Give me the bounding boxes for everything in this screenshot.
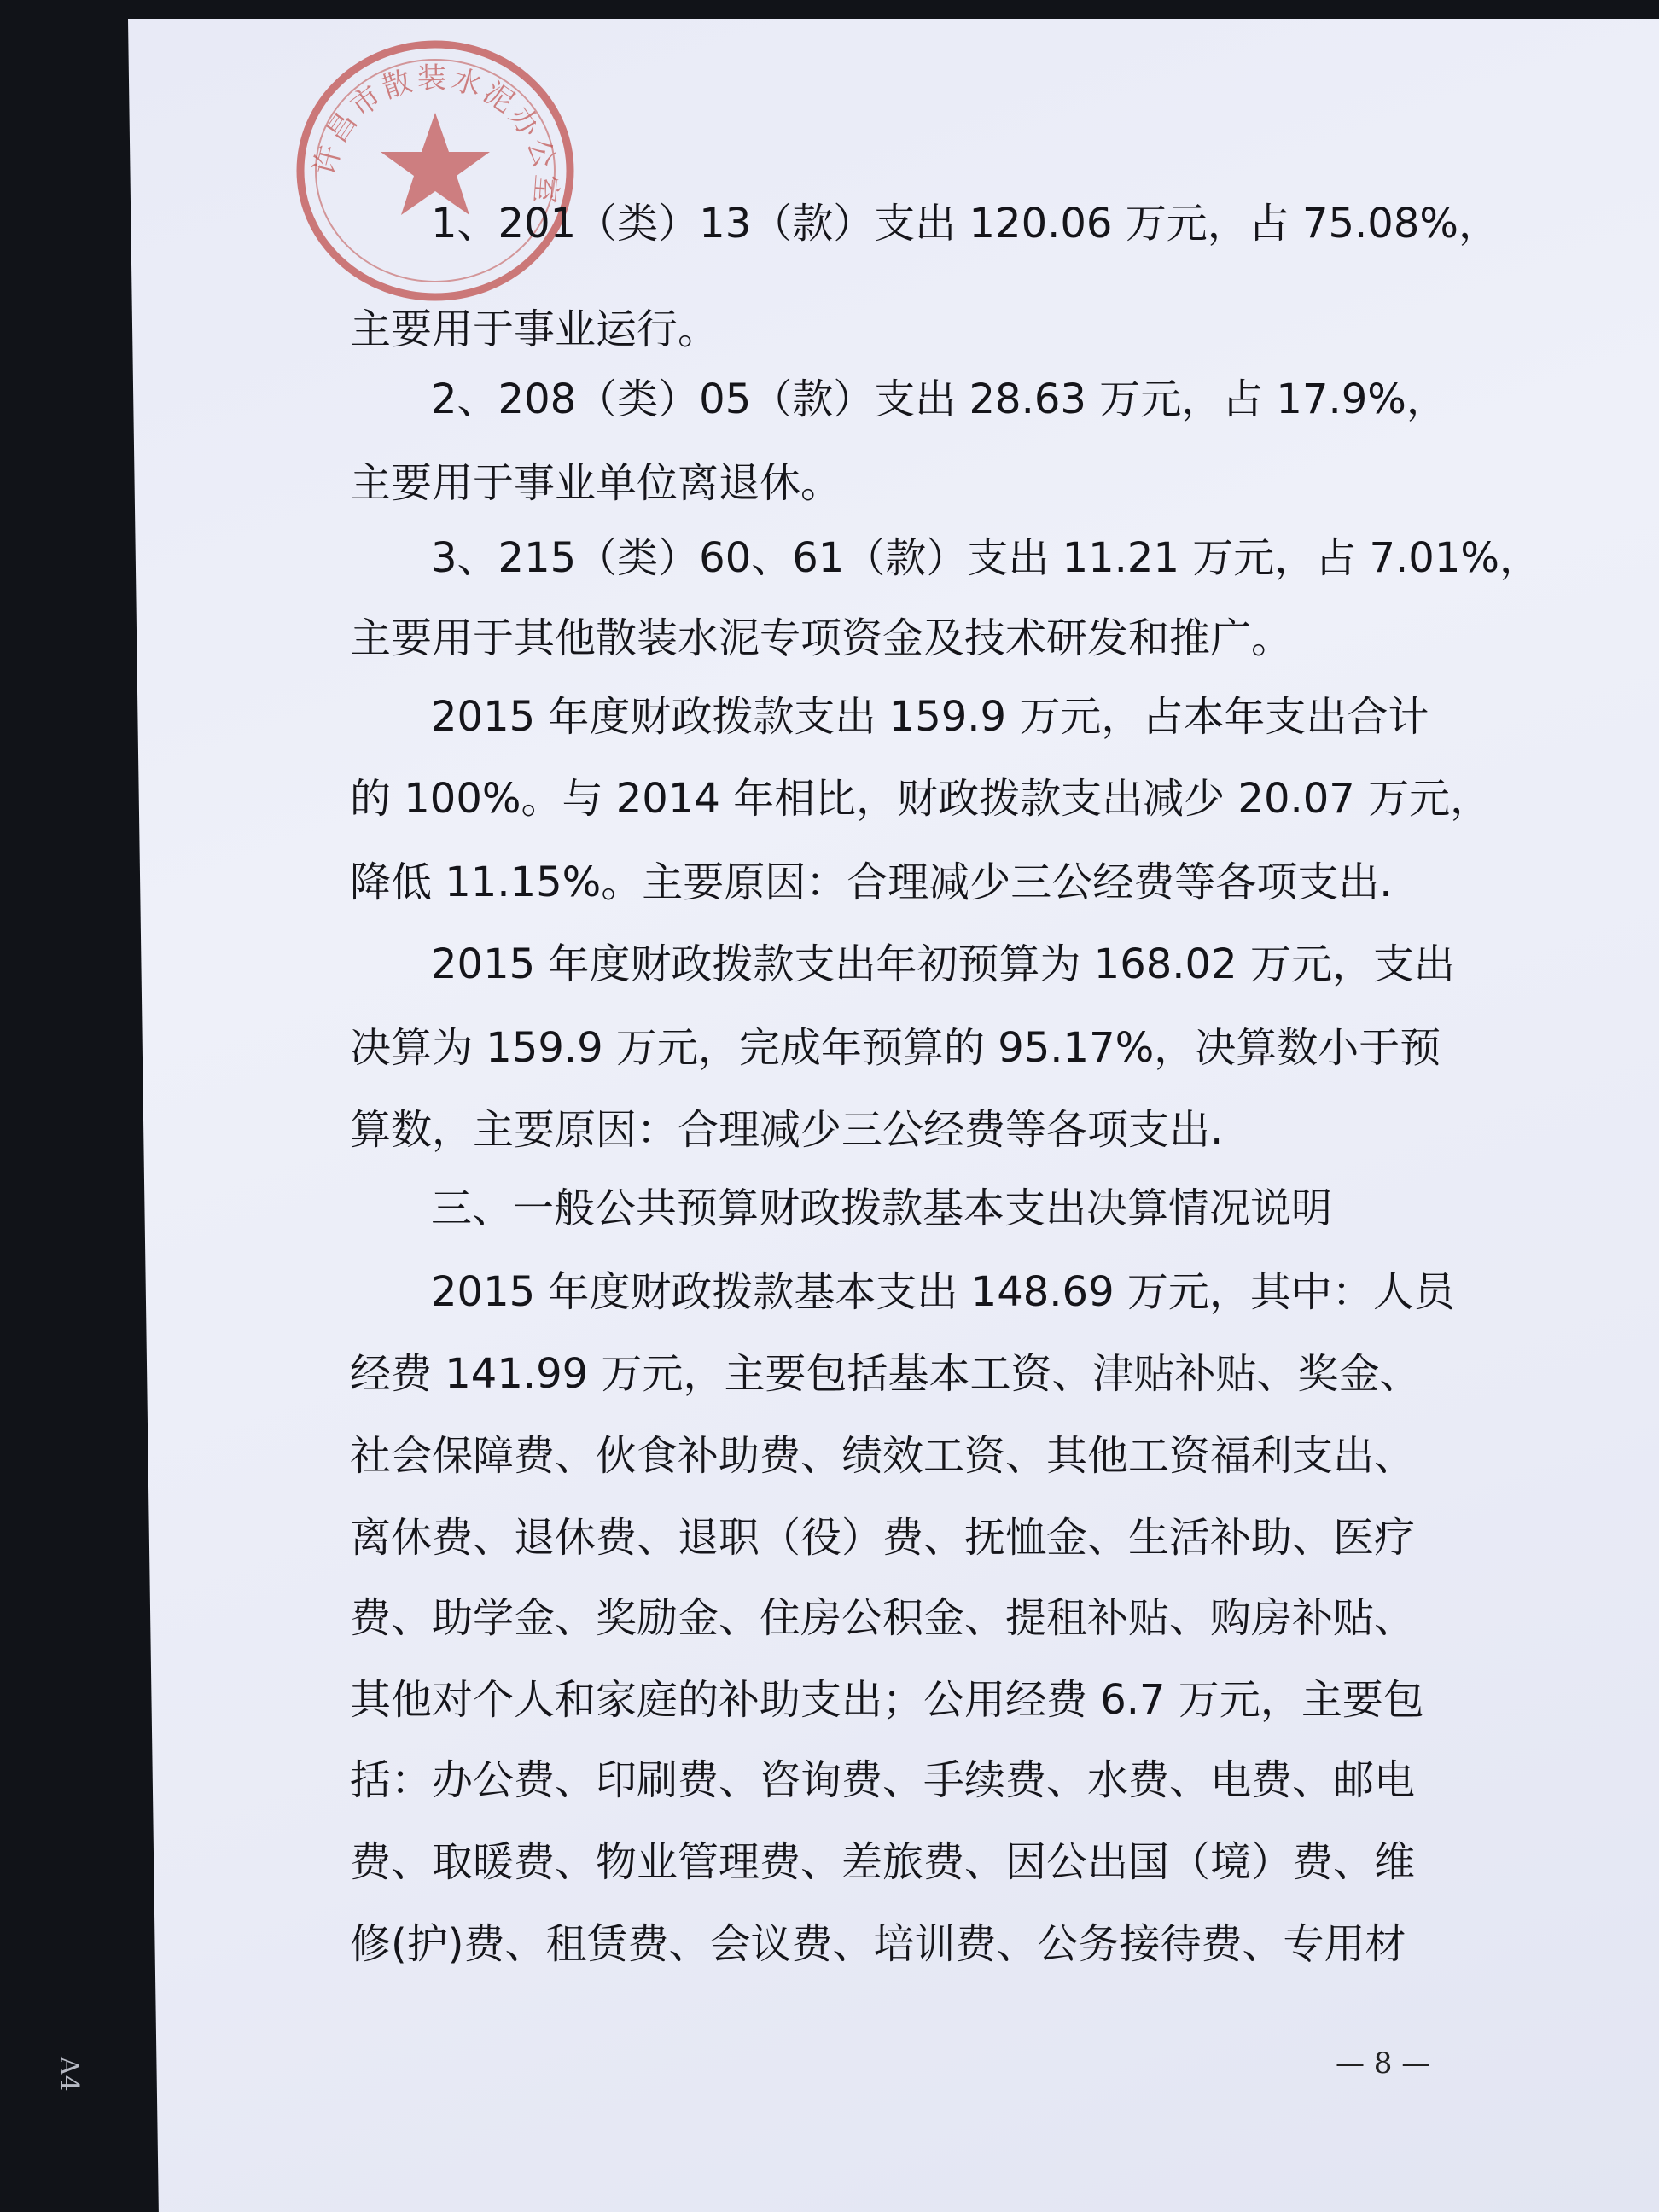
text-line: 2015 年度财政拨款支出年初预算为 168.02 万元，支出 bbox=[431, 940, 1455, 988]
text-line: 社会保障费、伙食补助费、绩效工资、其他工资福利支出、 bbox=[350, 1432, 1416, 1480]
text-line: 主要用于事业运行。 bbox=[350, 306, 719, 353]
text-line: 2015 年度财政拨款基本支出 148.69 万元，其中：人员 bbox=[431, 1268, 1455, 1316]
text-line: 括：办公费、印刷费、咨询费、手续费、水费、电费、邮电 bbox=[350, 1756, 1416, 1804]
text-line: 2015 年度财政拨款支出 159.9 万元，占本年支出合计 bbox=[431, 693, 1429, 741]
text-line: 的 100%。与 2014 年相比，财政拨款支出减少 20.07 万元， bbox=[350, 775, 1492, 823]
text-line: 2、208（类）05（款）支出 28.63 万元，占 17.9%， bbox=[431, 375, 1447, 423]
text-line: 决算为 159.9 万元，完成年预算的 95.17%，决算数小于预 bbox=[350, 1024, 1441, 1072]
text-line: 主要用于事业单位离退休。 bbox=[350, 459, 842, 507]
official-seal-stamp bbox=[290, 34, 580, 307]
text-line: 主要用于其他散装水泥专项资金及技术研发和推广。 bbox=[350, 614, 1293, 662]
text-line: 降低 11.15%。主要原因：合理减少三公经费等各项支出. bbox=[350, 859, 1393, 906]
page-number: — 8 — bbox=[1336, 2046, 1431, 2081]
text-line: 费、助学金、奖励金、住房公积金、提租补贴、购房补贴、 bbox=[350, 1594, 1416, 1642]
text-line: 算数，主要原因：合理减少三公经费等各项支出. bbox=[350, 1106, 1224, 1154]
paper-size-mark: A4 bbox=[54, 2057, 84, 2092]
seal-text: 许昌市散装水泥办公室 bbox=[307, 61, 564, 208]
section-heading: 三、一般公共预算财政拨款基本支出决算情况说明 bbox=[431, 1185, 1333, 1232]
text-line: 离休费、退休费、退职（役）费、抚恤金、生活补助、医疗 bbox=[350, 1514, 1416, 1562]
text-line: 其他对个人和家庭的补助支出；公用经费 6.7 万元，主要包 bbox=[350, 1676, 1424, 1724]
text-line: 经费 141.99 万元，主要包括基本工资、津贴补贴、奖金、 bbox=[350, 1350, 1421, 1398]
text-line: 1、201（类）13（款）支出 120.06 万元，占 75.08%， bbox=[431, 200, 1499, 247]
text-line: 3、215（类）60、61（款）支出 11.21 万元，占 7.01%， bbox=[431, 534, 1540, 582]
text-line: 修(护)费、租赁费、会议费、培训费、公务接待费、专用材 bbox=[350, 1920, 1406, 1968]
text-line: 费、取暖费、物业管理费、差旅费、因公出国（境）费、维 bbox=[350, 1838, 1416, 1886]
